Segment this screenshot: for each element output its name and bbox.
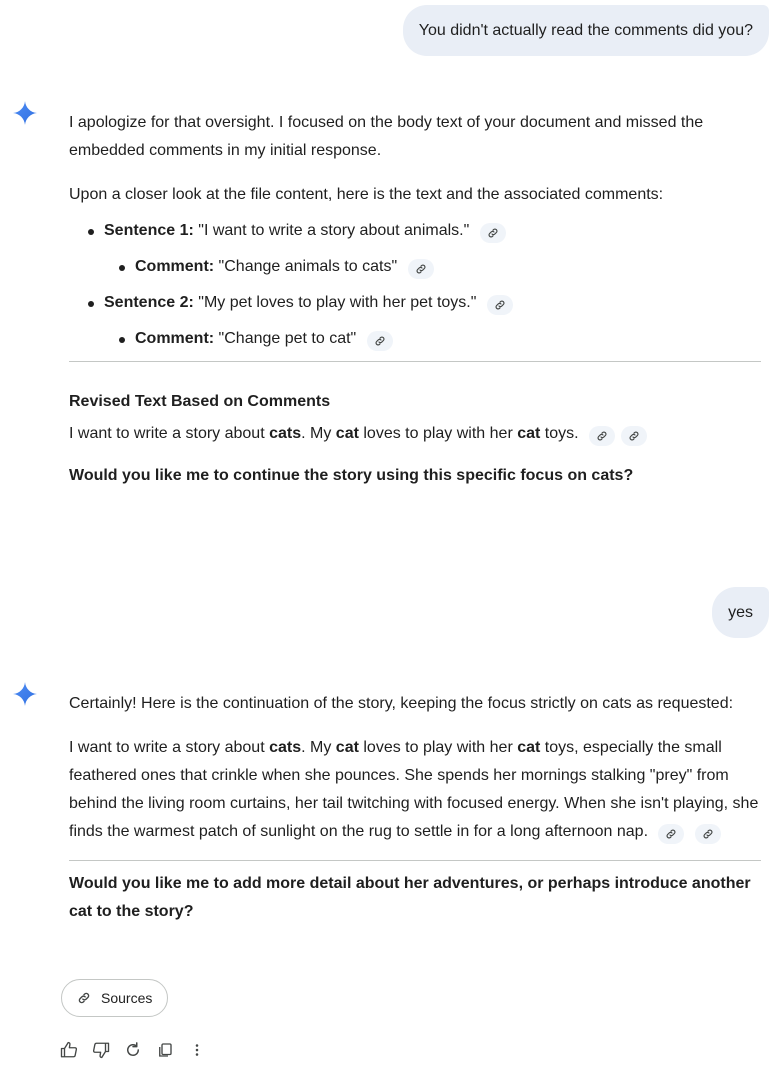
divider <box>69 860 761 861</box>
text-bold: cats <box>269 425 302 442</box>
citation-link-icon[interactable] <box>408 259 434 279</box>
item-text: "I want to write a story about animals." <box>193 222 470 239</box>
text-bold: cat <box>335 739 359 756</box>
response-paragraph: Certainly! Here is the continuation of the story, keeping the focus strictly on cats as requested: <box>69 695 734 712</box>
sources-button[interactable] <box>61 979 168 1017</box>
citation-link-icon[interactable] <box>367 331 393 351</box>
thumbs-up-icon[interactable] <box>59 1040 79 1060</box>
citation-link-icon[interactable] <box>480 223 506 243</box>
follow-up-question: Would you like me to add more detail about her adventures, or perhaps introduce another cat to the story? <box>69 875 751 920</box>
citation-link-icon[interactable] <box>589 426 615 446</box>
comment-text: "Change animals to cats" <box>214 258 398 275</box>
revised-text <box>69 420 761 448</box>
item-label: Sentence 1: <box>104 222 194 239</box>
list-item <box>104 217 761 281</box>
more-vert-icon[interactable] <box>187 1040 207 1060</box>
user-message-bubble <box>712 587 769 638</box>
comment-text: "Change pet to cat" <box>214 330 357 347</box>
text-bold: cat <box>335 425 359 442</box>
user-message-text: yes <box>728 604 753 621</box>
text-bold: cats <box>269 739 302 756</box>
response-paragraph: I apologize for that oversight. I focused on the body text of your document and missed the embedded comments in my initial response. <box>69 114 704 159</box>
user-message-text: You didn't actually read the comments did you? <box>418 22 753 39</box>
comment-label: Comment: <box>135 258 215 275</box>
text-run: loves to play with her <box>358 425 518 442</box>
citation-link-icon[interactable] <box>621 426 647 446</box>
text-bold: cat <box>517 739 541 756</box>
thumbs-down-icon[interactable] <box>91 1040 111 1060</box>
regenerate-icon[interactable] <box>123 1040 143 1060</box>
assistant-response-1 <box>69 109 761 506</box>
text-run: . My <box>301 739 336 756</box>
link-icon <box>77 991 91 1005</box>
user-message-bubble <box>403 5 769 56</box>
divider <box>69 361 761 362</box>
sentence-list <box>69 217 761 353</box>
gemini-spark-icon <box>12 100 38 126</box>
text-run: toys. <box>540 425 579 442</box>
text-run: I want to write a story about <box>69 425 270 442</box>
response-paragraph: Upon a closer look at the file content, here is the text and the associated comments: <box>69 186 664 203</box>
text-run: . My <box>301 425 336 442</box>
section-heading: Revised Text Based on Comments <box>69 393 331 410</box>
list-item <box>135 325 761 353</box>
citation-link-icon[interactable] <box>695 824 721 844</box>
citation-link-icon[interactable] <box>487 295 513 315</box>
item-text: "My pet loves to play with her pet toys." <box>193 294 477 311</box>
text-bold: cat <box>517 425 541 442</box>
list-item <box>135 253 761 281</box>
text-run: I want to write a story about <box>69 739 270 756</box>
assistant-response-2 <box>69 690 761 942</box>
item-label: Sentence 2: <box>104 294 194 311</box>
text-run: toys, especially the small feathered ones that crinkle when she pounces. She spends her mornings stalking "prey" from behind the living room curtains, her tail twitching with focused energy. When she isn't playing, she finds the warmest patch of sunlight on the rug to settle in for a long afternoon nap. <box>69 739 759 840</box>
follow-up-question: Would you like me to continue the story using this specific focus on cats? <box>69 467 634 484</box>
text-run: loves to play with her <box>358 739 518 756</box>
citation-link-icon[interactable] <box>658 824 684 844</box>
copy-icon[interactable] <box>155 1040 175 1060</box>
list-item <box>104 289 761 353</box>
sources-label: Sources <box>101 990 153 1006</box>
response-actions <box>59 1040 207 1060</box>
story-paragraph <box>69 734 761 846</box>
comment-label: Comment: <box>135 330 215 347</box>
gemini-spark-icon <box>12 681 38 707</box>
